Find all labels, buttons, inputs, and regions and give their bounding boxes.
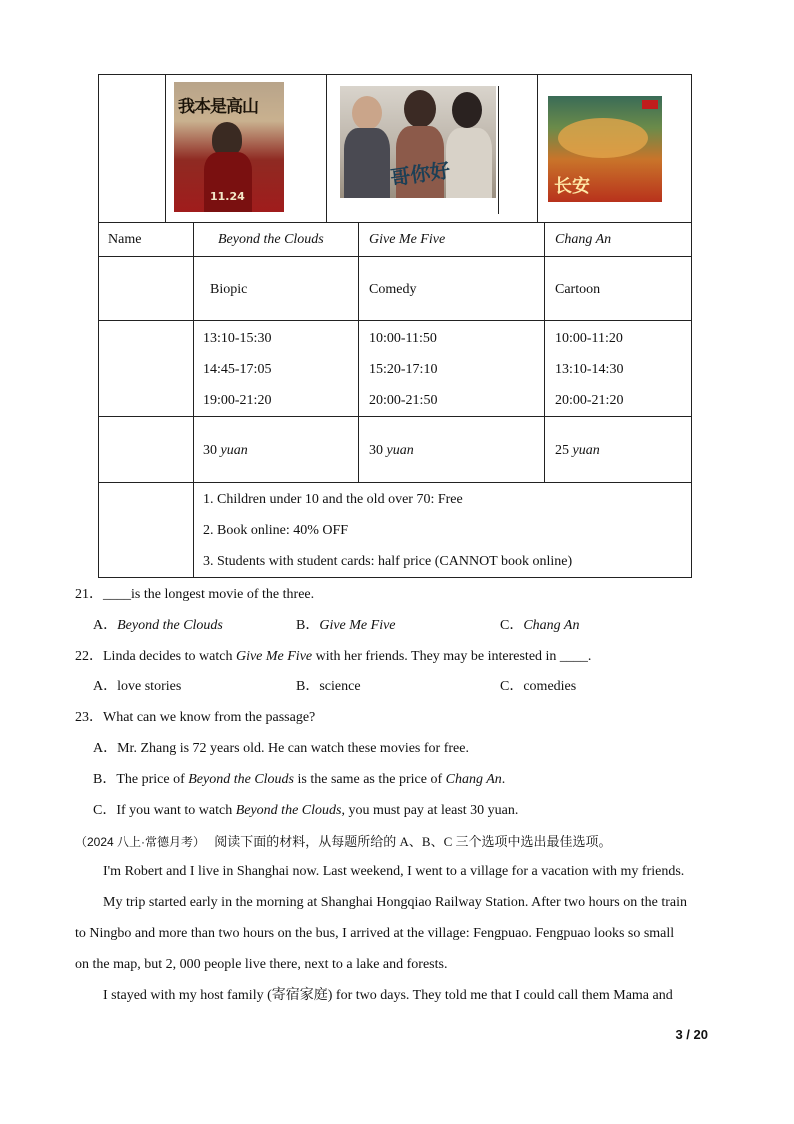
question-23: 23．What can we know from the passage? (75, 710, 316, 725)
table-vline (358, 222, 359, 483)
q22-option-c (500, 680, 576, 694)
poster-figure (452, 92, 482, 128)
movie-name-chang-an: Chang An (555, 232, 612, 247)
showtime: 15:20-17:10 (369, 362, 438, 377)
question-number: 22． (75, 649, 103, 664)
table-note: 3. Students with student cards: half price (CANNOT book online) (203, 554, 573, 569)
table-hline (98, 256, 692, 257)
poster-date-text: 11.24 (210, 190, 245, 203)
q21-option-c (500, 619, 579, 633)
table-hline (98, 320, 692, 321)
option-text: , you must pay at least 30 yuan. (341, 803, 519, 818)
passage-instruction: 阅读下面的材料，从每题所给的 A、B、C 三个选项中选出最佳选项。 (214, 834, 612, 849)
table-vline (544, 222, 545, 483)
poster-tag (642, 100, 658, 109)
option-letter: B． (296, 618, 320, 633)
price (369, 444, 414, 458)
q22-option-b (296, 680, 361, 694)
passage-line: I'm Robert and I live in Shanghai now. Last weekend, I went to a village for a vacation with my friends. (103, 864, 685, 879)
option-text: Give Me Five (319, 618, 396, 633)
q23-option-a: A．Mr. Zhang is 72 years old. He can watch these movies for free. (93, 741, 469, 756)
option-letter: C． (500, 618, 524, 633)
table-name-label: Name (108, 232, 142, 247)
poster-inner-divider (498, 86, 499, 214)
option-text: love stories (117, 679, 182, 694)
poster-give-me-five (340, 86, 496, 198)
price (203, 444, 248, 458)
table-hline (98, 416, 692, 417)
showtime: 13:10-14:30 (555, 362, 624, 377)
answer-blank: ____ (103, 587, 131, 602)
poster-figure (446, 128, 492, 198)
table-note: 1. Children under 10 and the old over 70: Free (203, 492, 463, 507)
poster-title-text: 我本是高山 (178, 97, 258, 117)
showtime: 14:45-17:05 (203, 362, 272, 377)
passage-line: to Ningbo and more than two hours on the bus, I arrived at the village: Fengpuao. Fengpuao looks so small (75, 926, 675, 941)
option-text: . (501, 772, 506, 787)
option-letter: A． (93, 618, 118, 633)
showtime: 10:00-11:20 (555, 331, 623, 346)
question-number: 21． (75, 587, 103, 602)
movie-genre: Biopic (210, 282, 248, 297)
poster-figure (212, 122, 242, 156)
question-stem: is the longest movie of the three. (131, 587, 315, 602)
question-stem: Linda decides to watch (103, 649, 236, 664)
poster-figure (204, 152, 252, 212)
q22-option-a (93, 680, 181, 694)
question-21 (75, 588, 314, 602)
table-hline (98, 482, 692, 483)
option-text: B．The price of (93, 772, 189, 787)
poster-figure (404, 90, 436, 128)
question-22 (75, 650, 591, 664)
showtime: 10:00-11:50 (369, 331, 437, 346)
price-unit: yuan (220, 443, 248, 458)
q23-option-b (93, 773, 505, 787)
q21-option-b (296, 619, 396, 633)
option-text: science (319, 679, 361, 694)
page-number: 3 / 20 (675, 1027, 708, 1042)
showtime: 20:00-21:50 (369, 393, 438, 408)
poster-divider-3 (537, 74, 538, 222)
option-text: is the same as the price of (294, 772, 446, 787)
price (555, 444, 600, 458)
option-letter: C． (500, 679, 524, 694)
table-note: 2. Book online: 40% OFF (203, 523, 349, 538)
q23-option-c (93, 804, 518, 818)
price-number: 30 (203, 443, 217, 458)
poster-figure (558, 118, 648, 158)
question-stem: with her friends. They may be interested in ____. (312, 649, 592, 664)
option-text-italic: Beyond the Clouds (188, 772, 295, 787)
option-letter: B． (296, 679, 320, 694)
poster-divider-1 (165, 74, 166, 222)
option-text-italic: Beyond the Clouds (235, 803, 342, 818)
option-text: comedies (523, 679, 577, 694)
table-hline (98, 577, 692, 578)
movie-name-give-me-five: Give Me Five (369, 232, 446, 247)
option-text: C．If you want to watch (93, 803, 236, 818)
price-unit: yuan (572, 443, 600, 458)
movie-genre: Cartoon (555, 282, 601, 297)
movie-name-beyond-the-clouds: Beyond the Clouds (218, 232, 324, 247)
table-right-border (691, 74, 692, 578)
movie-genre: Comedy (369, 282, 417, 297)
option-text: Chang An (523, 618, 580, 633)
passage-line: My trip started early in the morning at Shanghai Hongqiao Railway Station. After two hours on the train (103, 895, 688, 910)
price-number: 25 (555, 443, 569, 458)
showtime: 19:00-21:20 (203, 393, 272, 408)
passage-source: （2024 八上·常德月考） (75, 835, 206, 849)
price-unit: yuan (386, 443, 414, 458)
table-hline (98, 222, 692, 223)
option-text-italic: Chang An (445, 772, 502, 787)
option-letter: A． (93, 679, 118, 694)
poster-title-text: 长安 (554, 176, 590, 197)
showtime: 20:00-21:20 (555, 393, 624, 408)
price-number: 30 (369, 443, 383, 458)
poster-row-top-border (98, 74, 692, 75)
showtime: 13:10-15:30 (203, 331, 272, 346)
poster-beyond-the-clouds (174, 82, 284, 212)
q21-option-a (93, 619, 223, 633)
poster-figure (352, 96, 382, 130)
question-stem-italic: Give Me Five (235, 649, 313, 664)
passage-header (75, 835, 612, 848)
table-vline (193, 222, 194, 578)
passage-line: on the map, but 2, 000 people live there, next to a lake and forests. (75, 957, 448, 972)
poster-figure (344, 128, 390, 198)
poster-divider-2 (326, 74, 327, 222)
passage-line: I stayed with my host family (寄宿家庭) for two days. They told me that I could call them Mama and (103, 988, 673, 1003)
poster-chang-an (548, 96, 662, 202)
table-left-border (98, 74, 99, 578)
option-text: Beyond the Clouds (117, 618, 223, 633)
poster-title-text: 哥你好 (388, 157, 452, 191)
